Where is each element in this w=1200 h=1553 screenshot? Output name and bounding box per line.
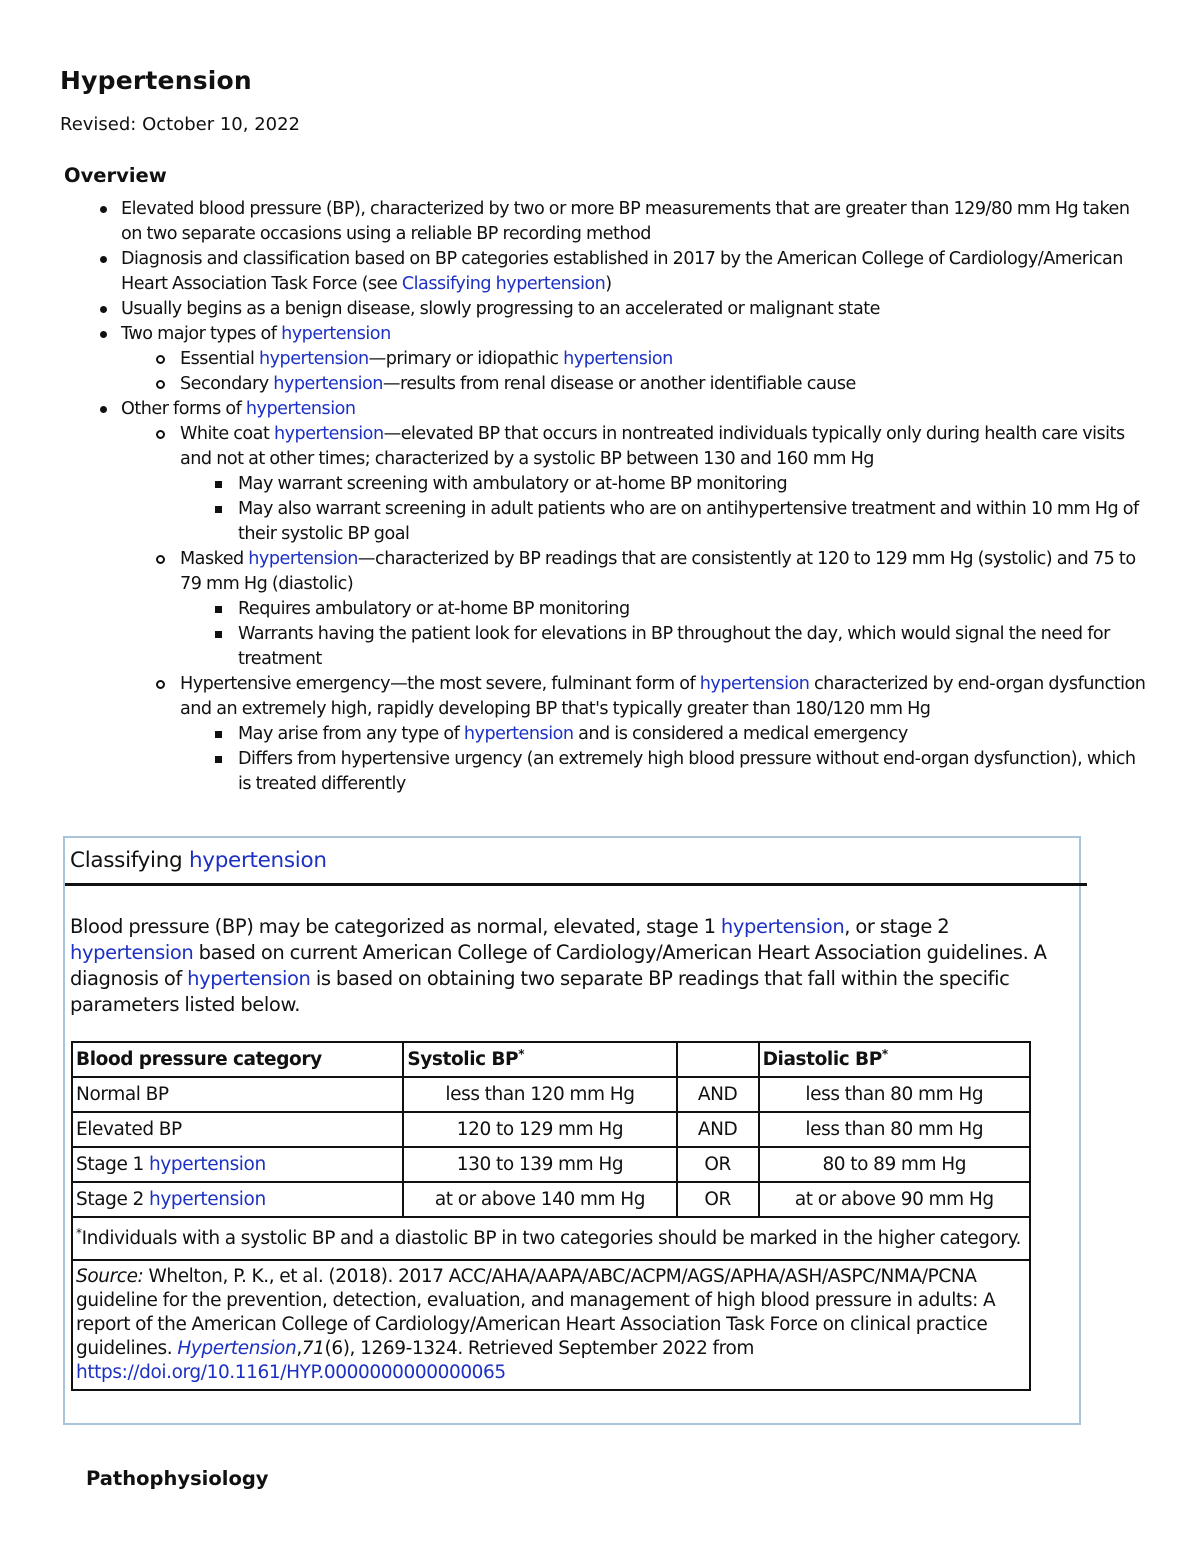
col-header-systolic: Systolic BP*: [403, 1042, 676, 1077]
overview-list: [121, 197, 1151, 797]
systolic-cell: at or above 140 mm Hg: [403, 1182, 676, 1217]
operator-cell: AND: [677, 1112, 759, 1147]
hypertension-link[interactable]: hypertension: [720, 915, 845, 938]
list-item: Requires ambulatory or at-home BP monitoring: [238, 597, 1151, 622]
table-footnote-row: [72, 1217, 1030, 1260]
operator-cell: OR: [677, 1182, 759, 1217]
list-item: May arise from any type of hypertension and is considered a medical emergency: [238, 722, 1151, 747]
list-item: Diagnosis and classification based on BP categories established in 2017 by the American College of Cardiology/American Heart Association Task Force (see Classifying hypertension): [121, 247, 1151, 297]
sub-list: [180, 422, 1151, 797]
col-header-operator: [677, 1042, 759, 1077]
footnote-cell: *Individuals with a systolic BP and a diastolic BP in two categories should be marked in the higher category.: [72, 1217, 1030, 1260]
diastolic-cell: less than 80 mm Hg: [759, 1112, 1030, 1147]
bp-category-table: [71, 1041, 1031, 1391]
sub-sub-list: [238, 472, 1151, 547]
pathophysiology-heading: Pathophysiology: [86, 1467, 269, 1490]
operator-cell: AND: [677, 1077, 759, 1112]
category-cell: Stage 1 hypertension: [72, 1147, 403, 1182]
list-item: Warrants having the patient look for elevations in BP throughout the day, which would signal the need for treatment: [238, 622, 1151, 672]
hypertension-link[interactable]: hypertension: [699, 674, 810, 694]
col-header-category: Blood pressure category: [72, 1042, 403, 1077]
classifying-hypertension-link[interactable]: Classifying hypertension: [401, 274, 606, 294]
hypertension-link[interactable]: hypertension: [245, 399, 356, 419]
list-item: May warrant screening with ambulatory or at-home BP monitoring: [238, 472, 1151, 497]
table-row: [72, 1077, 1030, 1112]
journal-link[interactable]: Hypertension: [177, 1338, 297, 1359]
operator-cell: OR: [677, 1147, 759, 1182]
table-row: [72, 1147, 1030, 1182]
list-item: Elevated blood pressure (BP), characterized by two or more BP measurements that are greater than 129/80 mm Hg taken on two separate occasions using a reliable BP recording method: [121, 197, 1151, 247]
list-item: Differs from hypertensive urgency (an extremely high blood pressure without end-organ dysfunction), which is treated differently: [238, 747, 1151, 797]
hypertension-link[interactable]: hypertension: [248, 549, 358, 569]
list-item: Other forms of hypertension White coat hypertension—elevated BP that occurs in nontreated individuals typically only during health care visits and not at other times; characterized by a systolic BP between 130 and 160 mm Hg May warrant screening with ambulatory or at-home BP monitoring May also warrant screening in adult patients who are on antihypertensive treatment and within 10 mm Hg of their systolic BP goal Masked hypertension—characterized by BP readings that are consistently at 120 to 129 mm Hg (systolic) and 75 to 79 mm Hg (diastolic) Requires ambulatory or at-home BP monitoring Warrants having the patient look for elevations in BP throughout the day, which would signal the need for treatment Hypertensive emergency—the most severe, fulminant form of hypertension characterized by end-organ dysfunction and an extremely high, rapidly developing BP that's typically greater than 180/120 mm Hg May arise from any type of hypertension and is considered a medical emergency Differs from hypertensive urgency (an extremely high blood pressure without end-organ dysfunction), which is treated differently: [121, 397, 1151, 797]
classifying-hypertension-box: [63, 836, 1081, 1425]
list-item: Hypertensive emergency—the most severe, fulminant form of hypertension characterized by end-organ dysfunction and an extremely high, rapidly developing BP that's typically greater than 180/120 mm Hg May arise from any type of hypertension and is considered a medical emergency Differs from hypertensive urgency (an extremely high blood pressure without end-organ dysfunction), which is treated differently: [180, 672, 1151, 797]
diastolic-cell: less than 80 mm Hg: [759, 1077, 1030, 1112]
hypertension-link[interactable]: hypertension: [281, 324, 391, 344]
hypertension-link[interactable]: hypertension: [273, 424, 384, 444]
list-item: May also warrant screening in adult patients who are on antihypertensive treatment and within 10 mm Hg of their systolic BP goal: [238, 497, 1151, 547]
box-title: Classifying hypertension: [70, 848, 327, 873]
list-item: Secondary hypertension—results from renal disease or another identifiable cause: [180, 372, 1151, 397]
box-intro: Blood pressure (BP) may be categorized as normal, elevated, stage 1 hypertension, or stage 2 hypertension based on current American College of Cardiology/American Heart Association guidelines. A diagnosis of hypertension is based on obtaining two separate BP readings that fall within the specific parameters listed below.: [70, 915, 1047, 1016]
overview-heading: Overview: [64, 164, 167, 187]
category-cell: Normal BP: [72, 1077, 403, 1112]
systolic-cell: less than 120 mm Hg: [403, 1077, 676, 1112]
hypertension-link[interactable]: hypertension: [188, 848, 327, 873]
hypertension-link[interactable]: hypertension: [563, 349, 673, 369]
systolic-cell: 130 to 139 mm Hg: [403, 1147, 676, 1182]
list-item: Usually begins as a benign disease, slowly progressing to an accelerated or malignant state: [121, 297, 1151, 322]
diastolic-cell: at or above 90 mm Hg: [759, 1182, 1030, 1217]
diastolic-cell: 80 to 89 mm Hg: [759, 1147, 1030, 1182]
table-row: [72, 1112, 1030, 1147]
doi-link[interactable]: https://doi.org/10.1161/HYP.0000000000000065: [76, 1362, 506, 1383]
hypertension-link[interactable]: hypertension: [463, 724, 574, 744]
hypertension-link[interactable]: hypertension: [149, 1154, 266, 1175]
table-source-row: [72, 1260, 1030, 1390]
list-item: Two major types of hypertension Essential hypertension—primary or idiopathic hypertension Secondary hypertension—results from renal disease or another identifiable cause: [121, 322, 1151, 397]
sub-list: [180, 347, 1151, 397]
box-divider: [65, 883, 1087, 886]
category-cell: Elevated BP: [72, 1112, 403, 1147]
category-cell: Stage 2 hypertension: [72, 1182, 403, 1217]
systolic-cell: 120 to 129 mm Hg: [403, 1112, 676, 1147]
hypertension-link[interactable]: hypertension: [70, 941, 194, 964]
source-cell: Source: Whelton, P. K., et al. (2018). 2017 ACC/AHA/AAPA/ABC/ACPM/AGS/APHA/ASH/ASPC/NMA/PCNA guideline for the prevention, detection, evaluation, and management of high blood pressure in adults: A report of the American College of Cardiology/American Heart Association Task Force on clinical practice guidelines. Hypertension,71(6), 1269-1324. Retrieved September 2022 from https://doi.org/10.1161/HYP.0000000000000065: [72, 1260, 1030, 1390]
hypertension-link[interactable]: hypertension: [258, 349, 369, 369]
list-item: White coat hypertension—elevated BP that occurs in nontreated individuals typically only during health care visits and not at other times; characterized by a systolic BP between 130 and 160 mm Hg May warrant screening with ambulatory or at-home BP monitoring May also warrant screening in adult patients who are on antihypertensive treatment and within 10 mm Hg of their systolic BP goal: [180, 422, 1151, 547]
list-item: Masked hypertension—characterized by BP readings that are consistently at 120 to 129 mm Hg (systolic) and 75 to 79 mm Hg (diastolic) Requires ambulatory or at-home BP monitoring Warrants having the patient look for elevations in BP throughout the day, which would signal the need for treatment: [180, 547, 1151, 672]
revised-date: Revised: October 10, 2022: [60, 114, 301, 135]
col-header-diastolic: Diastolic BP*: [759, 1042, 1030, 1077]
hypertension-link[interactable]: hypertension: [273, 374, 383, 394]
table-row: [72, 1182, 1030, 1217]
hypertension-link[interactable]: hypertension: [187, 967, 311, 990]
sub-sub-list: [238, 722, 1151, 797]
hypertension-link[interactable]: hypertension: [149, 1189, 266, 1210]
page-title: Hypertension: [60, 66, 252, 95]
sub-sub-list: [238, 597, 1151, 672]
table-header-row: [72, 1042, 1030, 1077]
list-item: Essential hypertension—primary or idiopathic hypertension: [180, 347, 1151, 372]
